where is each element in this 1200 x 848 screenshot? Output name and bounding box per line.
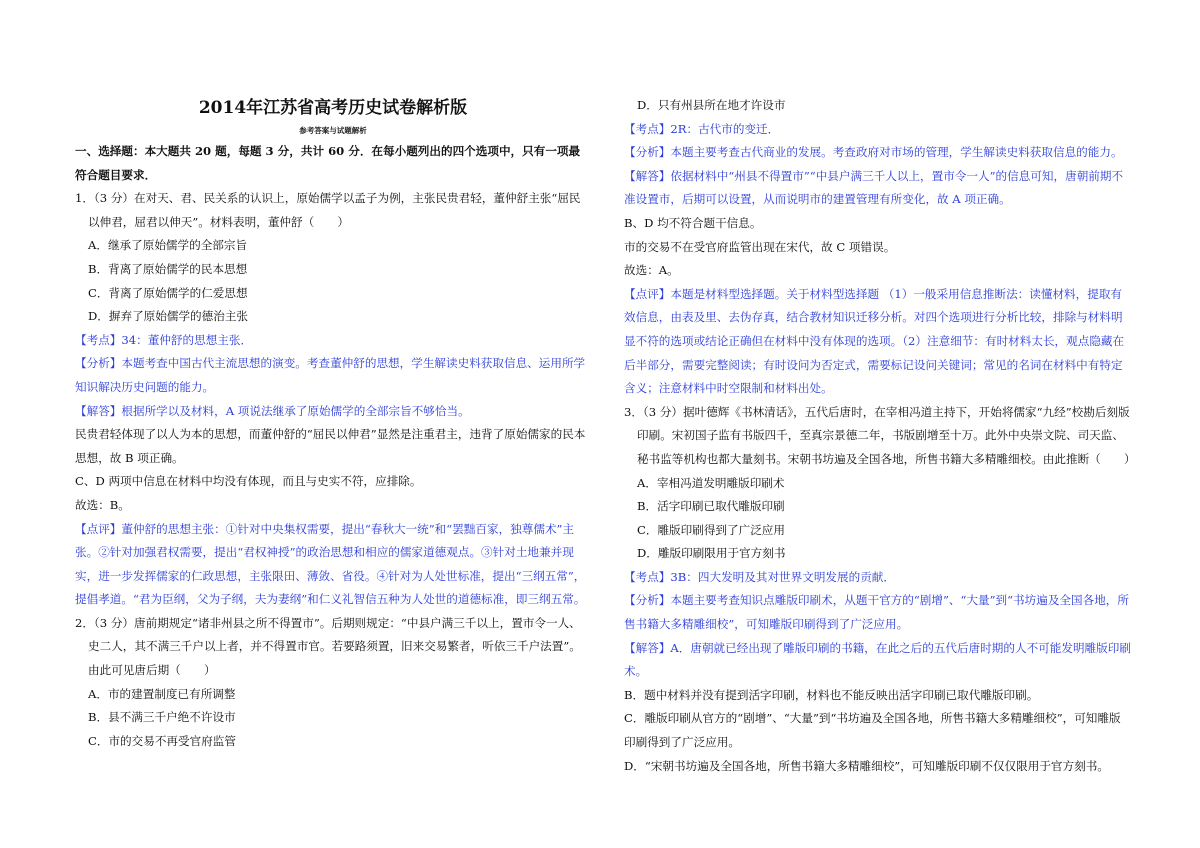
paragraph-text: B．背离了原始儒学的民本思想	[88, 261, 248, 276]
paragraph-text: 3．（3 分）据叶德辉《书林清话》，五代后唐时，在宰相冯道主持下，开始将儒家“九经”校勘后刻版印刷。宋初国子监有书版四千，至真宗景德二年，书版剧增至十万。此外中央崇文院、司天监、秘书监等机构也都大量刻书。宋朝书坊遍及全国各地，所售书籍大多精雕细校。由此推断（ ）	[624, 404, 1136, 466]
paragraph-text: 本题主要考查知识点雕版印刷术，从题干官方的“剧增”、“大量”到“书坊遍及全国各地，所售书籍大多精雕细校”，可知雕版印刷得到了广泛应用。	[624, 593, 1129, 632]
analysis-tag-label: 【分析】	[624, 593, 671, 608]
analysis-tag-label: 【考点】	[624, 121, 671, 136]
paragraph-text: 3B：四大发明及其对世界文明发展的贡献．	[670, 569, 895, 584]
explanation-paragraph	[624, 755, 1132, 779]
analysis-tag-label: 【解答】	[624, 640, 671, 655]
paragraph-text: D．只有州县所在地才许设市	[637, 98, 786, 112]
paragraph-text: B、D 均不符合题干信息。	[624, 215, 762, 230]
explanation-paragraph	[75, 470, 591, 494]
paragraph-text: D．摒弃了原始儒学的德治主张	[88, 309, 249, 324]
paragraph-text: A．继承了原始儒学的全部宗旨	[88, 238, 248, 253]
explanation-paragraph	[75, 494, 591, 518]
paragraph-text: 根据所学以及材料，A 项说法继承了原始儒学的全部宗旨不够恰当。	[121, 403, 470, 418]
paragraph-text: A．唐朝就已经出现了雕版印刷的书籍，在此之后的五代后唐时期的人不可能发明雕版印刷术。	[624, 640, 1131, 679]
paragraph-text: 本题主要考查古代商业的发展。考查政府对市场的管理，学生解读史料获取信息的能力。	[670, 145, 1123, 160]
answer-option	[75, 706, 591, 730]
answer-option	[624, 495, 1132, 519]
answer-option	[75, 305, 591, 329]
paragraph-text: A．市的建置制度已有所调整	[88, 686, 236, 701]
paragraph-text: C、D 两项中信息在材料中均没有体现，而且与史实不符，应排除。	[75, 474, 422, 489]
analysis-paragraph	[624, 141, 1132, 165]
paragraph-text: 民贵君轻体现了以人为本的思想，而董仲舒的“屈民以伸君”显然是注重君主，违背了原始儒家的民本思想，故 B 项正确。	[75, 427, 586, 465]
analysis-tag-label: 【分析】	[624, 145, 671, 160]
paragraph-text: 2．（3 分）唐前期规定“诸非州县之所不得置市”。后期则规定：“中县户满三千以上，置市令一人、史二人，其不满三千户以上者，并不得置市官。若要路须置，旧来交易繁者，听依三千户法置”。由此可见唐后期（ ）	[75, 615, 581, 678]
section-heading	[75, 140, 591, 187]
analysis-tag-label: 【考点】	[624, 569, 671, 584]
question-stem	[75, 187, 591, 234]
paragraph-text: C．雕版印刷得到了广泛应用	[637, 522, 785, 537]
answer-option	[75, 282, 591, 306]
paragraph-text: B．县不满三千户绝不许设市	[88, 710, 236, 725]
analysis-paragraph	[75, 352, 591, 399]
analysis-paragraph	[624, 637, 1132, 684]
answer-option	[75, 730, 591, 754]
analysis-paragraph	[624, 283, 1132, 401]
paragraph-text: 2R：古代市的变迁．	[670, 121, 780, 136]
analysis-paragraph	[624, 566, 1132, 590]
analysis-paragraph	[75, 518, 591, 612]
analysis-paragraph	[75, 400, 591, 424]
answer-option	[75, 234, 591, 258]
answer-option	[624, 94, 1132, 118]
explanation-paragraph	[624, 707, 1132, 754]
analysis-tag-label: 【点评】	[624, 286, 671, 301]
paragraph-text: 董仲舒的思想主张：①针对中央集权需要，提出“春秋大一统”和“罢黜百家，独尊儒术”主张。②针对加强君权需要，提出“君权神授”的政治思想和相应的儒家道德观点。③针对土地兼并现实，进一步发挥儒家的仁政思想，主张限田、薄敛、省役。④针对为人处世标准，提出“三纲五常”，提倡孝道。“君为臣纲，父为子纲，夫为妻纲”和仁义礼智信五种为人处世的道德标准，即三纲五常。	[75, 521, 586, 607]
explanation-paragraph	[624, 236, 1132, 260]
question-stem	[624, 401, 1136, 472]
paragraph-text: 依据材料中“州县不得置市”“中县户满三千人以上，置市令一人”的信息可知，唐朝前期不准设置市，后期可以设置，从而说明市的建置管理有所变化，故 A 项正确。	[624, 168, 1124, 207]
paragraph-text: 故选：B。	[75, 497, 130, 512]
paragraph-text: D．雕版印刷限用于官方刻书	[637, 546, 786, 561]
analysis-paragraph	[624, 165, 1132, 212]
analysis-tag-label: 【分析】	[75, 356, 122, 371]
paragraph-text: B．题中材料并没有提到活字印刷，材料也不能反映出活字印刷已取代雕版印刷。	[624, 687, 1039, 702]
analysis-paragraph	[624, 118, 1132, 142]
left-column	[75, 94, 591, 753]
paragraph-text: B．活字印刷已取代雕版印刷	[637, 499, 785, 514]
right-column	[624, 94, 1136, 778]
paragraph-text: 市的交易不在受官府监管出现在宋代，故 C 项错误。	[624, 239, 896, 254]
explanation-paragraph	[624, 259, 1132, 283]
answer-option	[75, 258, 591, 282]
paragraph-text: A．宰相冯道发明雕版印刷术	[637, 475, 785, 490]
analysis-tag-label: 【点评】	[75, 521, 122, 536]
answer-option	[624, 472, 1132, 496]
explanation-paragraph	[624, 684, 1132, 708]
document-title: 2014年江苏省高考历史试卷解析版	[198, 98, 468, 118]
paragraph-text: 本题是材料型选择题。关于材料型选择题 （1）一般采用信息推断法：读懂材料，提取有效信息，由表及里、去伪存真，结合教材知识迁移分析。对四个选项进行分析比较，排除与材料明显不符的选项或结论正确但在材料中没有体现的选项。（2）注意细节：有时材料太长，观点隐藏在后半部分，需要完整阅读；有时设问为否定式，需要标记设问关键词；常见的名词在材料中有特定含义；注意材料中时空限制和材料出处。	[624, 286, 1125, 396]
analysis-tag-label: 【解答】	[624, 168, 671, 183]
answer-option	[624, 542, 1132, 566]
analysis-tag-label: 【解答】	[75, 403, 122, 418]
explanation-paragraph	[624, 212, 1132, 236]
analysis-paragraph	[624, 589, 1132, 636]
paragraph-text: 本题考查中国古代主流思想的演变。考查董仲舒的思想，学生解读史料获取信息、运用所学知识解决历史问题的能力。	[75, 356, 586, 394]
paragraph-text: D．“宋朝书坊遍及全国各地，所售书籍大多精雕细校”，可知雕版印刷不仅仅限用于官方刻书。	[624, 758, 1109, 773]
paragraph-text: C．背离了原始儒学的仁爱思想	[88, 285, 248, 300]
answer-option	[624, 519, 1132, 543]
paragraph-text: 34：董仲舒的思想主张．	[121, 332, 253, 347]
paragraph-text: 1．（3 分）在对天、君、民关系的认识上，原始儒学以孟子为例，主张民贵君轻，董仲舒主张“屈民以伸君，屈君以伸天”。材料表明，董仲舒（ ）	[75, 191, 581, 229]
paragraph-text: C．雕版印刷从官方的“剧增”、“大量”到“书坊遍及全国各地，所售书籍大多精雕细校”，可知雕版印刷得到了广泛应用。	[624, 711, 1121, 750]
analysis-paragraph	[75, 329, 591, 353]
paragraph-text: C．市的交易不再受官府监管	[88, 733, 236, 748]
question-stem	[75, 612, 591, 683]
answer-option	[75, 683, 591, 707]
paragraph-text: 故选：A。	[624, 263, 679, 278]
explanation-paragraph	[75, 423, 591, 470]
paragraph-text: 一、选择题：本大题共 20 题，每题 3 分，共计 60 分．在每小题列出的四个选项中，只有一项最符合题目要求．	[75, 144, 581, 182]
analysis-tag-label: 【考点】	[75, 332, 122, 347]
document-subtitle: 参考答案与试题解析	[299, 126, 367, 135]
